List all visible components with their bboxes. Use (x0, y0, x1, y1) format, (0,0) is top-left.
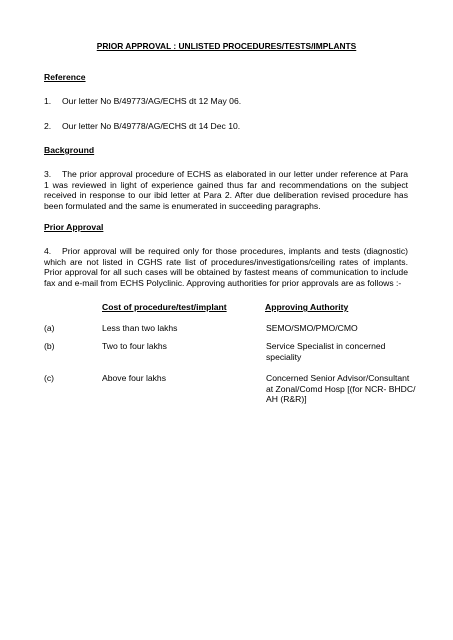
row-label: (a) (44, 323, 55, 333)
row-authority: SEMO/SMO/PMO/CMO (266, 323, 358, 333)
reference-heading: Reference (44, 72, 86, 82)
reference-item-2 (44, 121, 240, 131)
prior-approval-paragraph (44, 246, 408, 288)
background-paragraph (44, 169, 408, 211)
background-heading: Background (44, 145, 95, 155)
reference-item-1-number: 1. (44, 96, 52, 106)
authority-column-header: Approving Authority (265, 302, 349, 312)
reference-item-1 (44, 96, 241, 106)
reference-item-2-text: Our letter No B/49778/AG/ECHS dt 14 Dec 10. (62, 121, 241, 131)
cost-column-header: Cost of procedure/test/implant (102, 302, 227, 312)
row-label: (c) (44, 373, 55, 383)
prior-approval-paragraph-number: 4. (44, 246, 52, 256)
prior-approval-heading: Prior Approval (44, 222, 104, 232)
row-cost: Less than two lakhs (102, 323, 178, 333)
background-paragraph-number: 3. (44, 169, 52, 179)
row-label: (b) (44, 341, 55, 351)
row-cost: Two to four lakhs (102, 341, 167, 351)
row-authority: Concerned Senior Advisor/Consultant at Zonal/Comd Hosp [(for NCR- BHDC/ AH (R&R)] (266, 373, 416, 405)
document-title: PRIOR APPROVAL : UNLISTED PROCEDURES/TESTS/IMPLANTS (96, 41, 357, 51)
background-paragraph-text: The prior approval procedure of ECHS as elaborated in our letter under reference at Para 1 was reviewed in light of experience gained thus far and recommendations on the subject received in response to our ibid letter at Para 2. After due deliberation revised procedure has been formulated and the same is enumerated in succeeding paragraphs. (44, 169, 408, 211)
prior-approval-paragraph-text: Prior approval will be required only for those procedures, implants and tests (diagnostic) which are not listed in CGHS rate list of procedures/investigations/ceiling rates of implants. Prior approval for all such cases will be obtained by fastest means of communication to include fax and e-mail from ECHS Polyclinic. Approving authorities for prior approvals are as follows :- (44, 246, 408, 288)
reference-item-1-text: Our letter No B/49773/AG/ECHS dt 12 May 06. (62, 96, 242, 106)
row-cost: Above four lakhs (102, 373, 167, 383)
reference-item-2-number: 2. (44, 121, 52, 131)
row-authority: Service Specialist in concerned speciality (266, 341, 386, 362)
